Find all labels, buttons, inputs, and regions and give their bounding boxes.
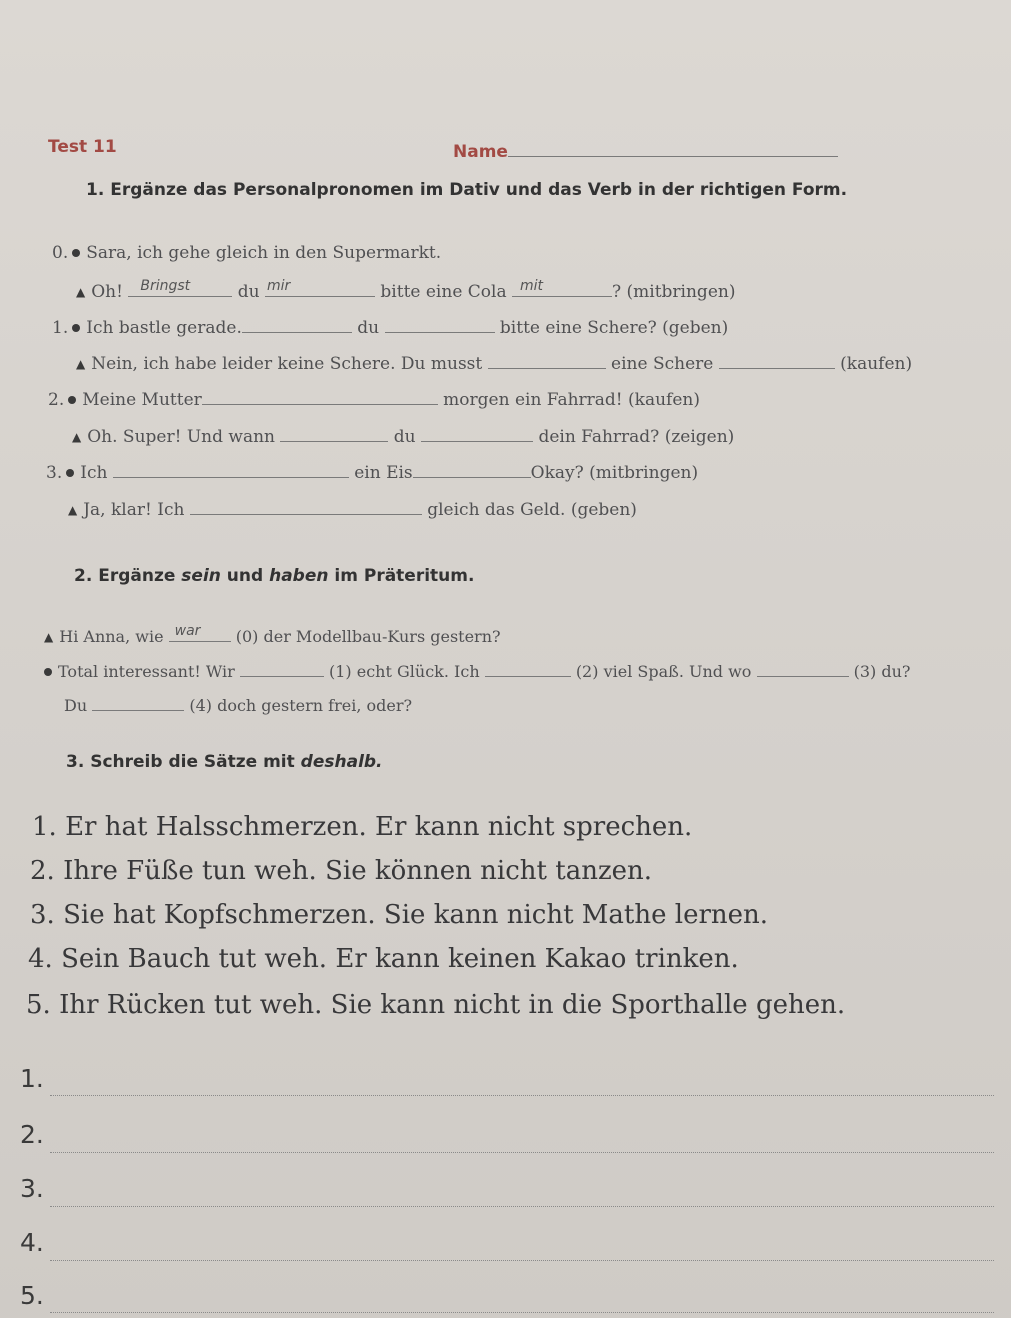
answer-blank[interactable] [413,459,531,478]
title-text: 2. Ergänze [74,566,182,586]
triangle-icon: ▲ [76,357,86,371]
exercise-1-title: 1. Ergänze das Personalpronomen im Dativ und das Verb in der richtigen Form. [86,180,848,200]
bullet-dot-icon [72,249,80,257]
answer-line-1[interactable] [50,1095,994,1096]
title-text: im Präteritum. [328,566,475,586]
bullet-dot-icon [44,668,52,676]
line-text: eine Schere [611,354,714,374]
triangle-icon: ▲ [68,503,78,517]
exercise-3-title [66,752,383,772]
line-text: gleich das Geld. (geben) [427,500,637,520]
ex2-line-2 [40,658,911,681]
line-text: ? (mitbringen) [612,282,736,302]
handwritten-answer: mir [267,278,291,294]
answer-number: 1. [20,1064,44,1093]
answer-blank[interactable] [512,278,612,297]
title-emphasis: deshalb. [300,752,383,772]
line-text: Ich [80,463,108,483]
line-text: (4) doch gestern frei, oder? [189,696,413,715]
name-label [453,138,838,162]
line-text: Ja, klar! Ich [83,500,185,520]
answer-number: 4. [20,1228,44,1257]
line-text: du [237,282,260,302]
line-text: Sara, ich gehe gleich in den Supermarkt. [86,243,442,263]
answer-blank[interactable] [757,658,849,677]
line-text: Nein, ich habe leider keine Schere. Du musst [91,354,483,374]
ex1-line-3-reply [68,496,637,520]
line-text: du [393,427,416,447]
answer-line-5[interactable] [50,1312,994,1313]
answer-number: 2. [20,1120,44,1149]
ex1-line-2 [48,386,700,410]
sentence-4: 4. Sein Bauch tut weh. Er kann keinen Kakao trinken. [28,944,739,974]
line-number: 2. [48,390,65,410]
sentence-1: 1. Er hat Halsschmerzen. Er kann nicht sprechen. [32,812,693,842]
line-text: du [357,318,380,338]
line-text: Meine Mutter [82,390,202,410]
line-text: (2) viel Spaß. Und wo [575,662,752,681]
answer-blank[interactable] [280,423,388,442]
line-number: 3. [46,463,63,483]
bullet-dot-icon [68,396,76,404]
line-text: (1) echt Glück. Ich [329,662,480,681]
line-text: Total interessant! Wir [58,662,235,681]
answer-number: 3. [20,1174,44,1203]
answer-blank[interactable] [128,278,232,297]
sentence-5: 5. Ihr Rücken tut weh. Sie kann nicht in die Sporthalle gehen. [26,990,846,1020]
line-text: (kaufen) [840,354,913,374]
title-text: 3. Schreib die Sätze mit [66,752,301,772]
triangle-icon: ▲ [76,285,86,299]
answer-line-2[interactable] [50,1152,994,1153]
answer-blank[interactable] [421,423,533,442]
ex1-line-3 [46,459,698,483]
handwritten-answer: Bringst [140,278,191,294]
line-text: Ich bastle gerade. [86,318,242,338]
line-text: Hi Anna, wie [59,627,164,646]
triangle-icon: ▲ [72,430,82,444]
handwritten-answer: war [174,623,201,639]
line-text: Du [64,696,88,715]
answer-line-4[interactable] [50,1260,994,1261]
bullet-dot-icon [72,324,80,332]
sentence-2: 2. Ihre Füße tun weh. Sie können nicht tanzen. [30,856,653,886]
answer-blank[interactable] [488,350,606,369]
answer-blank[interactable] [169,623,231,642]
line-text: (0) der Modellbau-Kurs gestern? [235,627,501,646]
ex1-line-2-reply [72,423,734,447]
answer-number: 5. [20,1281,44,1310]
ex2-line-1 [44,623,501,646]
handwritten-answer: mit [520,278,544,294]
line-text: dein Fahrrad? (zeigen) [538,427,735,447]
line-number: 1. [52,318,69,338]
line-text: Okay? (mitbringen) [530,463,699,483]
answer-blank[interactable] [92,692,184,711]
line-text: (3) du? [853,662,911,681]
answer-line-3[interactable] [50,1206,994,1207]
test-label: Test 11 [48,137,117,157]
answer-blank[interactable] [190,496,422,515]
title-emphasis: haben [269,566,329,586]
line-text: bitte eine Cola [380,282,507,302]
ex1-line-1-reply [76,350,912,374]
title-text: und [220,566,270,586]
title-emphasis: sein [181,566,221,586]
answer-blank[interactable] [113,459,349,478]
ex2-line-3 [64,692,412,715]
answer-blank[interactable] [485,658,571,677]
line-text: ein Eis [354,463,413,483]
bullet-dot-icon [66,469,74,477]
name-field[interactable] [508,138,838,157]
line-text: morgen ein Fahrrad! (kaufen) [443,390,700,410]
sentence-3: 3. Sie hat Kopfschmerzen. Sie kann nicht Mathe lernen. [30,900,769,930]
answer-blank[interactable] [202,386,438,405]
name-label-text: Name [453,142,508,162]
answer-blank[interactable] [265,278,375,297]
exercise-2-title [74,566,474,586]
ex1-line-0 [52,243,441,263]
answer-blank[interactable] [240,658,324,677]
line-number: 0. [52,243,69,263]
triangle-icon: ▲ [44,630,54,644]
line-text: bitte eine Schere? (geben) [499,318,729,338]
ex1-line-1 [52,314,728,338]
line-text: Oh. Super! Und wann [87,427,275,447]
answer-blank[interactable] [242,314,352,333]
line-text: Oh! [91,282,123,302]
answer-blank[interactable] [385,314,495,333]
ex1-line-0-reply [76,278,735,302]
answer-blank[interactable] [719,350,835,369]
